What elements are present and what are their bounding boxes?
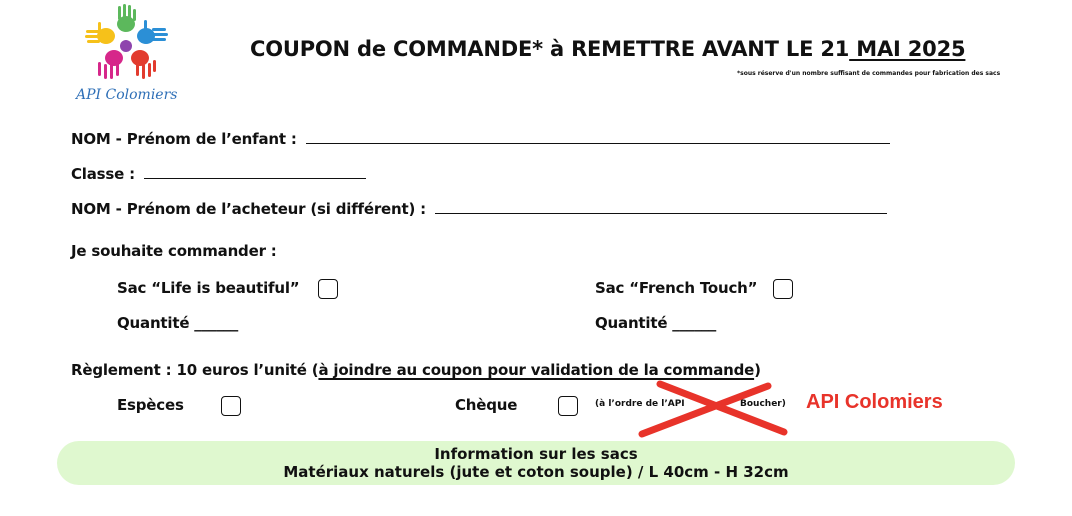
child-name-row <box>71 130 890 148</box>
class-row <box>71 165 366 183</box>
check-payee-note-end: Boucher) <box>740 399 786 409</box>
title-main: COUPON de COMMANDE* à REMETTRE AVANT LE 21 <box>250 37 850 61</box>
bag1-quantity-field[interactable]: Quantité ______ <box>117 314 239 332</box>
check-label: Chèque <box>455 396 518 414</box>
check-checkbox[interactable] <box>558 396 578 416</box>
bag2-quantity-field[interactable]: Quantité ______ <box>595 314 717 332</box>
bag2-label: Sac “French Touch” <box>595 279 758 297</box>
bag-info-details: Matériaux naturels (jute et coton souple) / L 40cm - H 32cm <box>283 463 789 481</box>
logo-text: API Colomiers <box>76 87 178 103</box>
payment-instruction: à joindre au coupon pour validation de la commande <box>318 361 755 379</box>
buyer-name-row <box>71 200 887 218</box>
child-name-field[interactable] <box>306 131 890 144</box>
reservation-note: *sous réserve d'un nombre suffisant de commandes pour fabrication des sacs <box>737 70 1001 77</box>
bag1-label: Sac “Life is beautiful” <box>117 279 300 297</box>
order-label: Je souhaite commander : <box>71 242 277 260</box>
bag2-checkbox[interactable] <box>773 279 793 299</box>
buyer-name-label: NOM - Prénom de l’acheteur (si différent) : <box>71 200 426 218</box>
child-name-label: NOM - Prénom de l’enfant : <box>71 130 297 148</box>
title-date: MAI 2025 <box>849 37 966 61</box>
strike-cross-icon <box>636 378 792 440</box>
check-payee-note-start: (à l’ordre de l’API <box>595 399 685 409</box>
bag-info-box <box>57 441 1015 485</box>
page-title <box>250 37 965 61</box>
class-field[interactable] <box>144 166 366 179</box>
payee-replacement-text: API Colomiers <box>806 391 943 413</box>
buyer-name-field[interactable] <box>435 201 887 214</box>
bag1-checkbox[interactable] <box>318 279 338 299</box>
hands-logo-icon <box>78 2 178 86</box>
payment-label <box>71 361 761 379</box>
bag-info-title: Information sur les sacs <box>434 445 638 463</box>
class-label: Classe : <box>71 165 135 183</box>
payment-label-start: Règlement : 10 euros l’unité ( <box>71 361 319 379</box>
payment-label-end: ) <box>754 361 761 379</box>
cash-label: Espèces <box>117 396 184 414</box>
cash-checkbox[interactable] <box>221 396 241 416</box>
